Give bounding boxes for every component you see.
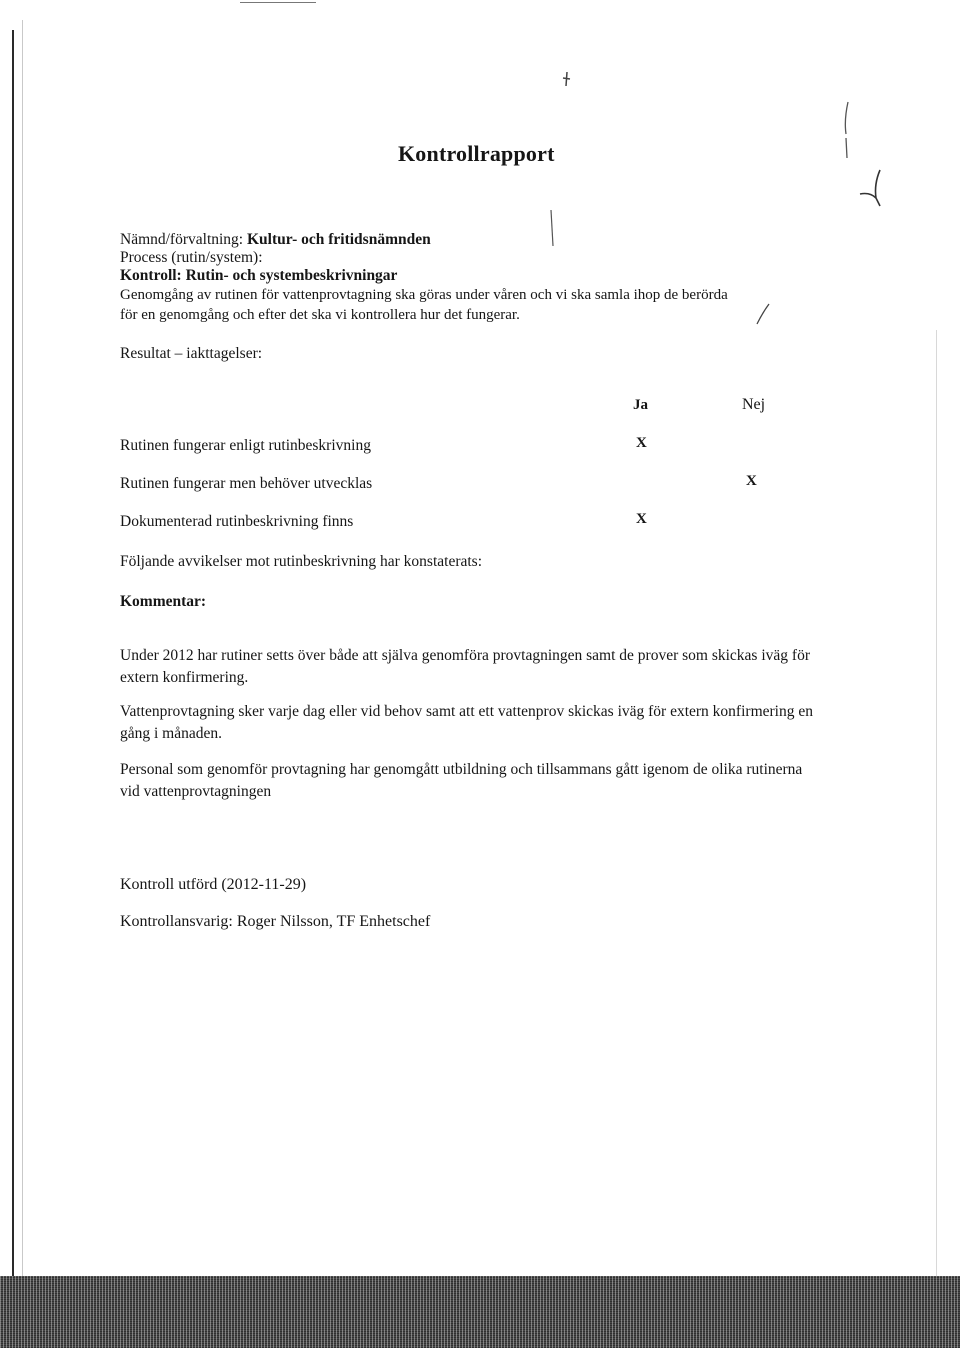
results-heading: Resultat – iakttagelser:	[120, 345, 263, 362]
kontroll-label: Kontroll:	[120, 267, 182, 284]
scan-right-edge	[936, 330, 937, 1280]
namnd-label: Nämnd/förvaltning:	[120, 231, 244, 248]
scan-top-rule	[240, 2, 316, 3]
result-row-mark-2: X	[746, 473, 757, 489]
comment-paragraph-2: Vattenprovtagning sker varje dag eller vid behov samt att ett vattenprov skickas iväg för extern konfirmering en gång i månaden.	[120, 703, 813, 742]
page-title: Kontrollrapport	[398, 141, 555, 166]
scan-stroke-mark	[840, 100, 852, 160]
kontroll-value: Rutin- och systembeskrivningar	[185, 267, 398, 284]
result-row-label-1: Rutinen fungerar enligt rutinbeskrivning	[120, 437, 371, 454]
process-label: Process (rutin/system):	[120, 249, 263, 266]
deviations-label: Följande avvikelser mot rutinbeskrivning har konstaterats:	[120, 553, 483, 570]
scan-scribble-mark	[858, 168, 884, 208]
result-row-mark-3: X	[636, 511, 647, 527]
namnd-line	[120, 230, 431, 250]
column-ja: Ja	[633, 397, 648, 413]
description-line-1: Genomgång av rutinen för vattenprovtagning ska göras under våren och vi ska samla ihop de berörda	[120, 287, 728, 303]
comments-heading: Kommentar:	[120, 593, 207, 610]
scan-vertical-mark	[548, 208, 556, 248]
column-nej: Nej	[742, 396, 766, 413]
kontrollansvarig: Kontrollansvarig: Roger Nilsson, TF Enhetschef	[120, 913, 431, 930]
namnd-value: Kultur- och fritidsnämnden	[247, 231, 431, 248]
kontroll-utford: Kontroll utförd (2012-11-29)	[120, 876, 307, 893]
scan-left-edge	[12, 30, 14, 1300]
scan-tick-mark	[753, 302, 773, 326]
kontroll-line	[120, 266, 397, 286]
scan-speck-mark	[560, 70, 574, 90]
scan-left-edge-faint	[22, 20, 23, 1310]
result-row-mark-1: X	[636, 435, 647, 451]
comment-paragraph-3: Personal som genomför provtagning har genomgått utbildning och tillsammans gått igenom de olika rutinerna vid vattenprovtagningen	[120, 761, 803, 800]
result-row-label-2: Rutinen fungerar men behöver utvecklas	[120, 475, 373, 492]
description-line-2: för en genomgång och efter det ska vi kontrollera hur det fungerar.	[120, 307, 520, 323]
scan-bottom-noise-band	[0, 1276, 960, 1348]
comment-paragraph-1: Under 2012 har rutiner setts över både att själva genomföra provtagningen samt de prover som skickas iväg för extern konfirmering.	[120, 647, 810, 686]
result-row-label-3: Dokumenterad rutinbeskrivning finns	[120, 513, 354, 530]
